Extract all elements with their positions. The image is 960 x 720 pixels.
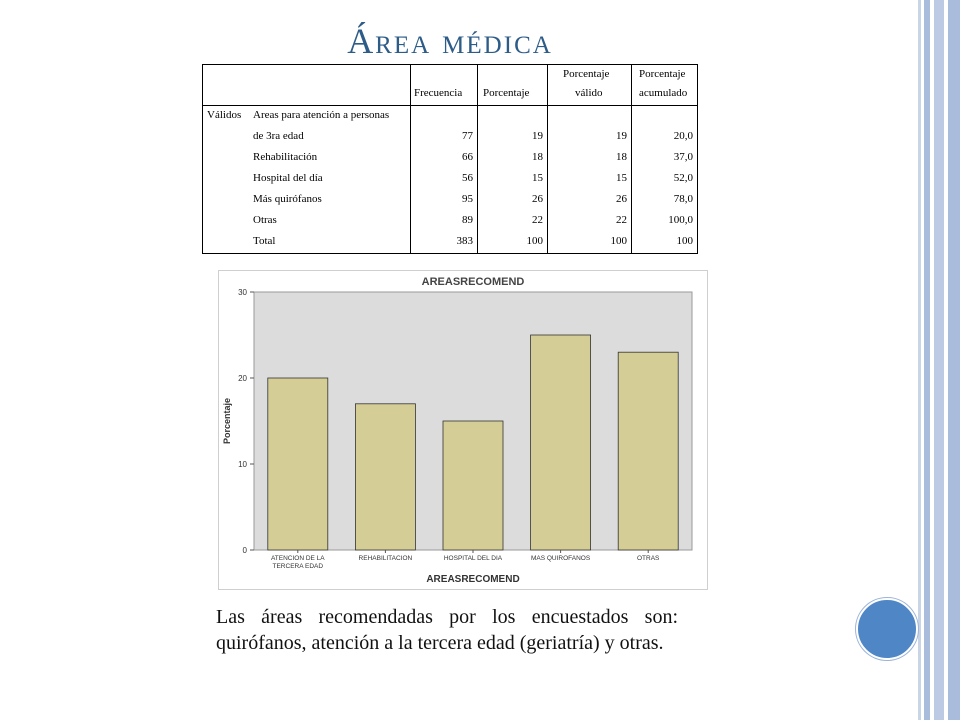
cell-frecuencia: 77 — [462, 130, 473, 142]
x-tick-label: HOSPITAL DEL DIA — [443, 555, 503, 562]
bar-4 — [531, 335, 591, 550]
bar-5 — [618, 352, 678, 550]
bar-3 — [443, 421, 503, 550]
row-label: Total — [253, 235, 276, 247]
y-tick-label: 10 — [238, 460, 247, 469]
row-label: Areas para atención a personas — [253, 109, 390, 121]
cell-frecuencia: 89 — [462, 214, 473, 226]
x-tick-label: OTRAS — [636, 555, 660, 562]
header-porcentaje-valido-1: Porcentaje — [563, 68, 610, 80]
cell-valido: 26 — [616, 193, 627, 205]
row-label: de 3ra edad — [253, 130, 304, 142]
cell-frecuencia: 56 — [462, 172, 473, 184]
cell-frecuencia: 383 — [456, 235, 473, 247]
frequency-table — [202, 64, 698, 254]
y-tick-label: 30 — [238, 288, 247, 297]
header-porcentaje-acumulado-2: acumulado — [639, 87, 688, 99]
bar-chart — [218, 270, 708, 590]
cell-acumulado: 100 — [676, 235, 693, 247]
decor-bar-1 — [918, 0, 921, 720]
cell-porcentaje: 15 — [532, 172, 543, 184]
cell-porcentaje: 100 — [526, 235, 543, 247]
row-label: Hospital del día — [253, 172, 323, 184]
x-tick-label: TERCERA EDAD — [272, 563, 324, 570]
cell-valido: 18 — [616, 151, 627, 163]
bar-chart-svg — [218, 270, 708, 590]
cell-acumulado: 20,0 — [673, 130, 693, 142]
y-tick-label: 0 — [242, 546, 247, 555]
slide-title: Área médica — [347, 21, 553, 61]
x-tick-label: MAS QUIROFANOS — [530, 555, 591, 562]
cell-porcentaje: 22 — [532, 214, 543, 226]
header-porcentaje-valido-2: válido — [575, 87, 603, 99]
cell-acumulado: 37,0 — [673, 151, 693, 163]
x-tick-label: ATENCION DE LA — [270, 555, 325, 562]
header-porcentaje: Porcentaje — [483, 87, 530, 99]
table-vline — [477, 65, 478, 253]
decor-bar-2 — [924, 0, 930, 720]
cell-frecuencia: 66 — [462, 151, 473, 163]
cell-porcentaje: 19 — [532, 130, 543, 142]
decor-bar-4 — [948, 0, 960, 720]
cell-acumulado: 78,0 — [673, 193, 693, 205]
summary-paragraph: Las áreas recomendadas por los encuestados son: quirófanos, atención a la tercera edad (geriatría) y otras. — [216, 606, 678, 654]
bar-2 — [355, 404, 415, 550]
table-header-line — [203, 105, 697, 106]
cell-valido: 19 — [616, 130, 627, 142]
cell-valido: 22 — [616, 214, 627, 226]
x-tick-label: REHABILITACION — [358, 555, 413, 562]
decor-bar-3 — [934, 0, 944, 720]
header-frecuencia: Frecuencia — [414, 87, 463, 99]
y-tick-label: 20 — [238, 374, 247, 383]
cell-acumulado: 52,0 — [673, 172, 693, 184]
y-axis-label: Porcentaje — [222, 397, 232, 445]
cell-valido: 15 — [616, 172, 627, 184]
row-label: Más quirófanos — [253, 193, 322, 205]
bar-1 — [268, 378, 328, 550]
cell-acumulado: 100,0 — [668, 214, 693, 226]
header-porcentaje-acumulado-1: Porcentaje — [639, 68, 686, 80]
decor-circle — [856, 598, 918, 660]
cell-porcentaje: 18 — [532, 151, 543, 163]
cell-frecuencia: 95 — [462, 193, 473, 205]
group-label: Válidos — [207, 109, 242, 121]
table-vline — [547, 65, 548, 253]
row-label: Otras — [253, 214, 277, 226]
cell-valido: 100 — [610, 235, 627, 247]
table-vline — [631, 65, 632, 253]
cell-porcentaje: 26 — [532, 193, 543, 205]
table-vline — [410, 65, 411, 253]
x-axis-label: AREASRECOMEND — [426, 574, 520, 585]
row-label: Rehabilitación — [253, 151, 318, 163]
chart-title: AREASRECOMEND — [421, 276, 525, 288]
